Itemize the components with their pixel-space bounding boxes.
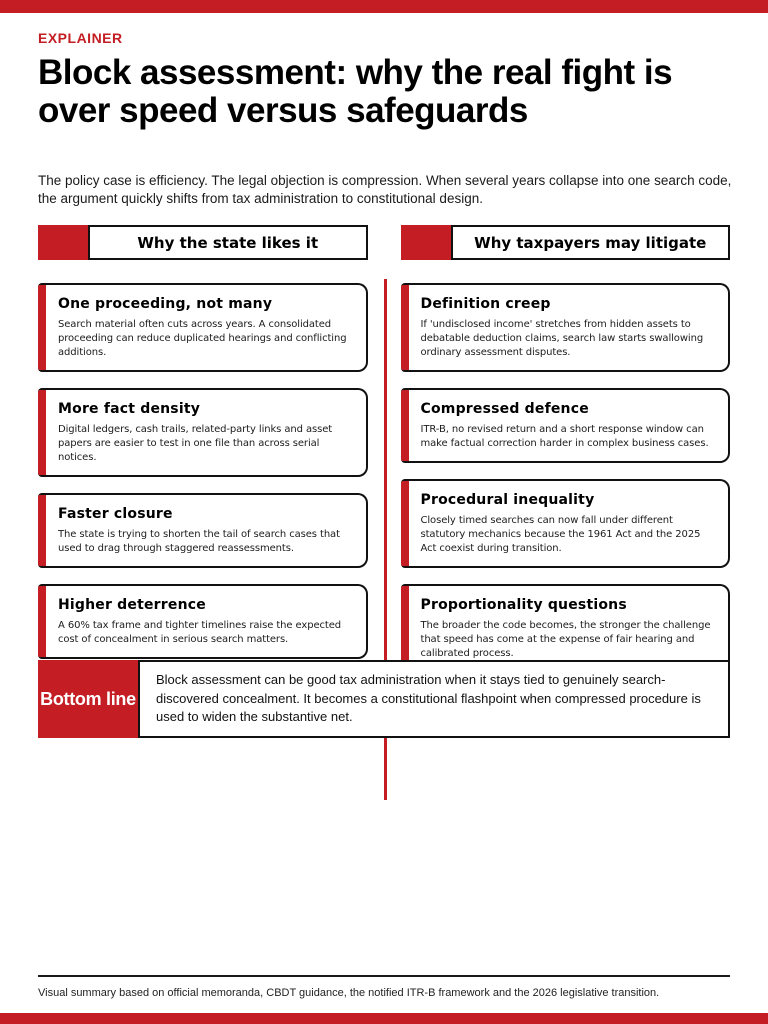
card-accent-bar <box>401 390 409 461</box>
header-accent-swatch <box>401 225 451 260</box>
card-accent-bar <box>38 285 46 370</box>
card-text: If 'undisclosed income' stretches from hidden assets to debatable deduction claims, search law starts swallowing ordinary assessment disputes. <box>420 319 704 358</box>
card-compressed-defence <box>401 388 731 463</box>
column-state-header-label: Why the state likes it <box>88 225 368 260</box>
column-state <box>38 225 368 689</box>
page-title: Block assessment: why the real fight is over speed versus safeguards <box>38 53 673 130</box>
card-content <box>409 285 729 370</box>
footer-divider <box>38 975 730 977</box>
card-content <box>46 495 366 566</box>
card-text: The state is trying to shorten the tail of search cases that used to drag through staggered reassessments. <box>58 529 340 554</box>
card-text: Closely timed searches can now fall under different statutory mechanics because the 1961 Act and the 2025 Act coexist during transition. <box>420 515 701 554</box>
bottom-line-text: Block assessment can be good tax administration when it stays tied to genuinely search-discovered concealment. It becomes a constitutional flashpoint when compressed procedure is used to widen the substantive net. <box>138 660 730 738</box>
kicker-label: EXPLAINER <box>38 30 123 46</box>
card-accent-bar <box>38 495 46 566</box>
card-text: A 60% tax frame and tighter timelines raise the expected cost of concealment in serious search matters. <box>58 620 342 645</box>
top-accent-bar <box>0 0 768 13</box>
card-text: Search material often cuts across years. A consolidated proceeding can reduce duplicated hearings and conflicting additions. <box>58 319 347 358</box>
card-accent-bar <box>38 390 46 475</box>
footer-note: Visual summary based on official memoranda, CBDT guidance, the notified ITR-B framework and the 2026 legislative transition. <box>38 987 660 999</box>
card-one-proceeding <box>38 283 368 372</box>
card-definition-creep <box>401 283 731 372</box>
card-accent-bar <box>401 586 409 671</box>
card-content <box>409 586 729 671</box>
bottom-line-section <box>38 660 730 738</box>
card-content <box>409 390 729 461</box>
bottom-line-label: Bottom line <box>38 660 138 738</box>
card-text: ITR-B, no revised return and a short response window can make factual correction harder in complex business cases. <box>420 424 709 449</box>
card-title: More fact density <box>58 401 201 417</box>
card-procedural-inequality <box>401 479 731 568</box>
card-faster-closure <box>38 493 368 568</box>
card-title: Compressed defence <box>420 401 589 417</box>
card-text: The broader the code becomes, the stronger the challenge that speed has come at the expense of fair hearing and calibrated process. <box>420 620 711 659</box>
card-accent-bar <box>401 285 409 370</box>
card-higher-deterrence <box>38 584 368 659</box>
column-taxpayers <box>401 225 731 689</box>
card-accent-bar <box>401 481 409 566</box>
column-taxpayers-header <box>401 225 731 260</box>
header-accent-swatch <box>38 225 88 260</box>
card-content <box>409 481 729 566</box>
column-state-header <box>38 225 368 260</box>
card-title: Proportionality questions <box>420 597 627 613</box>
page-subtitle: The policy case is efficiency. The legal objection is compression. When several years collapse into one search code, the argument quickly shifts from tax administration to constitutional design. <box>38 173 732 206</box>
card-title: Definition creep <box>420 296 551 312</box>
card-title: Faster closure <box>58 506 173 522</box>
card-text: Digital ledgers, cash trails, related-party links and asset papers are easier to test in one file than across serial notices. <box>58 424 333 463</box>
card-content <box>46 285 366 370</box>
card-title: Higher deterrence <box>58 597 206 613</box>
card-accent-bar <box>38 586 46 657</box>
card-fact-density <box>38 388 368 477</box>
card-title: Procedural inequality <box>420 492 595 508</box>
bottom-accent-bar <box>0 1013 768 1024</box>
comparison-columns <box>38 225 730 689</box>
card-content <box>46 586 366 657</box>
card-title: One proceeding, not many <box>58 296 273 312</box>
column-taxpayers-header-label: Why taxpayers may litigate <box>451 225 731 260</box>
card-content <box>46 390 366 475</box>
